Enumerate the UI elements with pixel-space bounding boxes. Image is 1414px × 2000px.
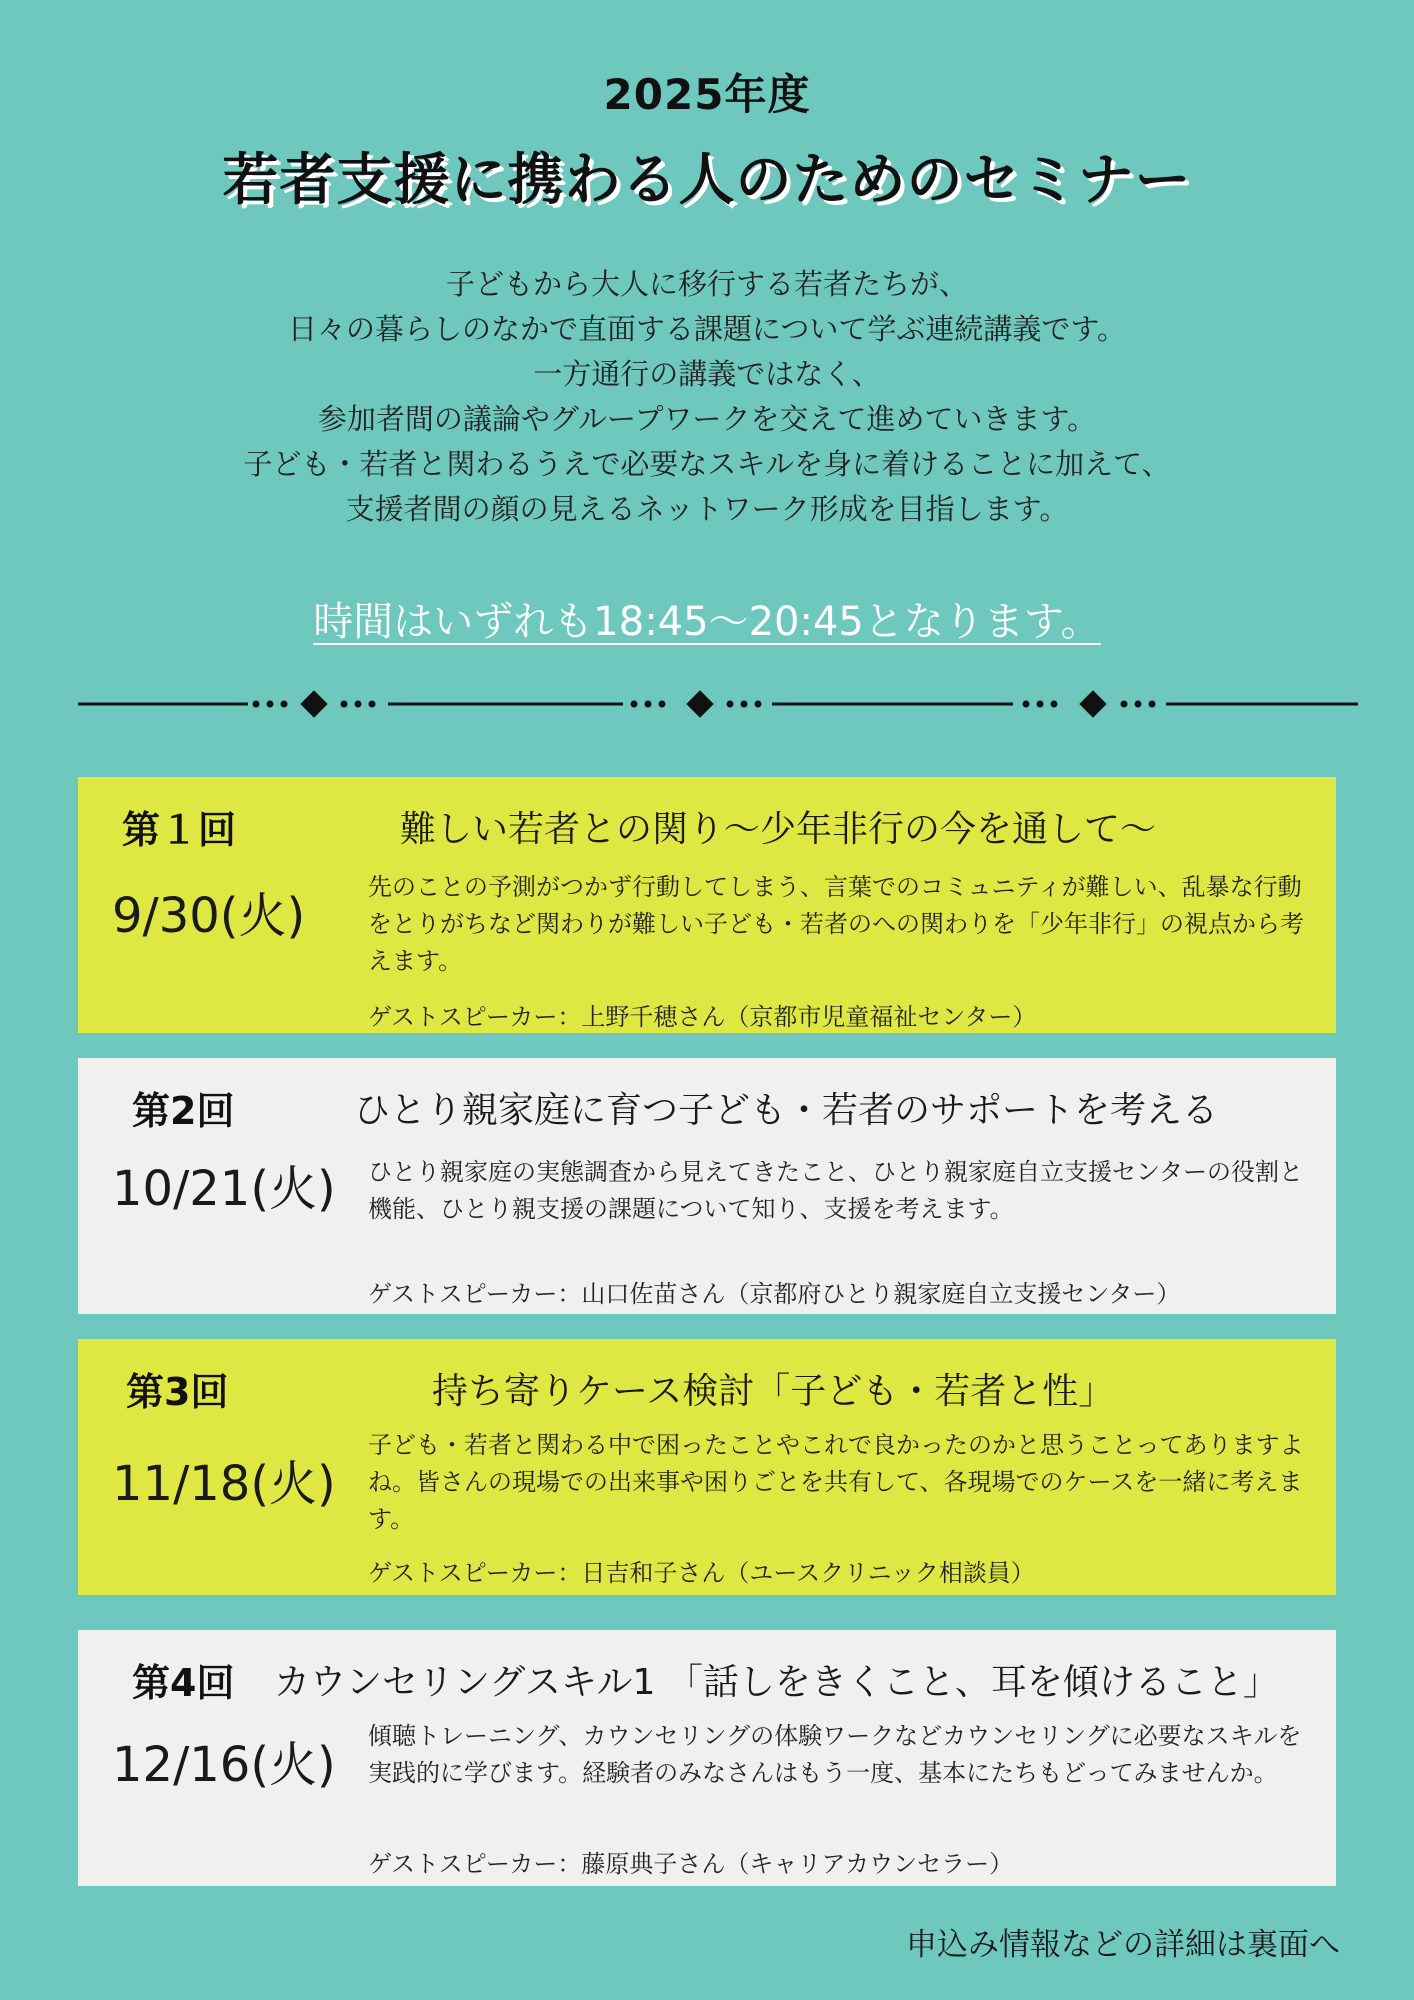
- session-title: ひとり親家庭に育つ子ども・若者のサポートを考える: [354, 1090, 1219, 1131]
- session-speaker: ゲストスピーカー：藤原典子さん（キャリアカウンセラー）: [368, 1850, 1014, 1878]
- session-speaker: ゲストスピーカー：上野千穂さん（京都市児童福祉センター）: [368, 1003, 1037, 1031]
- session-title: 難しい若者との関り～少年非行の今を通して～: [400, 809, 1157, 850]
- intro-line: 子どもから大人に移行する若者たちが、: [445, 267, 968, 301]
- session-card-3: [78, 1339, 1336, 1595]
- time-note: 時間はいずれも18:45～20:45となります。: [313, 599, 1101, 645]
- session-number: 第4回: [132, 1661, 235, 1705]
- header: [0, 62, 1414, 216]
- session-date: 11/18(火): [112, 1456, 336, 1512]
- session-description: 子ども・若者と関わる中で困ったことやこれで良かったのかと思うことってありますよね。皆さんの現場での出来事や困りごとを共有して、各現場でのケースを一緒に考えます。: [368, 1431, 1304, 1533]
- intro-line: 参加者間の議論やグループワークを交えて進めていきます。: [317, 402, 1097, 436]
- intro-line: 子ども・若者と関わるうえで必要なスキルを身に着けることに加えて、: [243, 447, 1171, 481]
- session-card-2: [78, 1058, 1336, 1314]
- session-date: 12/16(火): [112, 1737, 336, 1793]
- intro-text: [0, 262, 1414, 532]
- intro-line: 支援者間の顔の見えるネットワーク形成を目指します。: [345, 492, 1069, 526]
- intro-line: 日々の暮らしのなかで直面する課題について学ぶ連続講義です。: [287, 312, 1127, 346]
- session-number: 第2回: [132, 1089, 235, 1133]
- session-description: 先のことの予測がつかず行動してしまう、言葉でのコミュニティが難しい、乱暴な行動をとりがちなど関わりが難しい子ども・若者のへの関わりを「少年非行」の視点から考えます。: [368, 873, 1304, 975]
- ornamental-divider: [78, 688, 1358, 720]
- year-label: 2025年度: [603, 70, 811, 119]
- session-speaker: ゲストスピーカー：日吉和子さん（ユースクリニック相談員）: [368, 1559, 1035, 1587]
- intro-line: 一方通行の講義ではなく、: [533, 357, 881, 391]
- session-description: ひとり親家庭の実態調査から見えてきたこと、ひとり親家庭自立支援センターの役割と機能、ひとり親支援の課題について知り、支援を考えます。: [368, 1158, 1304, 1223]
- session-date: 10/21(火): [112, 1161, 336, 1217]
- footer-note: 申込み情報などの詳細は裏面へ: [906, 1927, 1340, 1963]
- session-card-4: [78, 1630, 1336, 1886]
- session-number: 第3回: [126, 1370, 229, 1414]
- session-title: 持ち寄りケース検討「子ども・若者と性」: [432, 1371, 1115, 1412]
- session-number: 第１回: [122, 808, 237, 852]
- session-card-1: [78, 777, 1336, 1033]
- page-title: 若者支援に携わる人のためのセミナー: [222, 148, 1192, 213]
- session-speaker: ゲストスピーカー：山口佐苗さん（京都府ひとり親家庭自立支援センター）: [368, 1280, 1181, 1308]
- session-date: 9/30(火): [112, 888, 306, 944]
- session-title: カウンセリングスキル1 「話しをきくこと、耳を傾けること」: [274, 1662, 1279, 1703]
- session-description: 傾聴トレーニング、カウンセリングの体験ワークなどカウンセリングに必要なスキルを実践的に学びます。経験者のみなさんはもう一度、基本にたちもどってみませんか。: [368, 1722, 1302, 1787]
